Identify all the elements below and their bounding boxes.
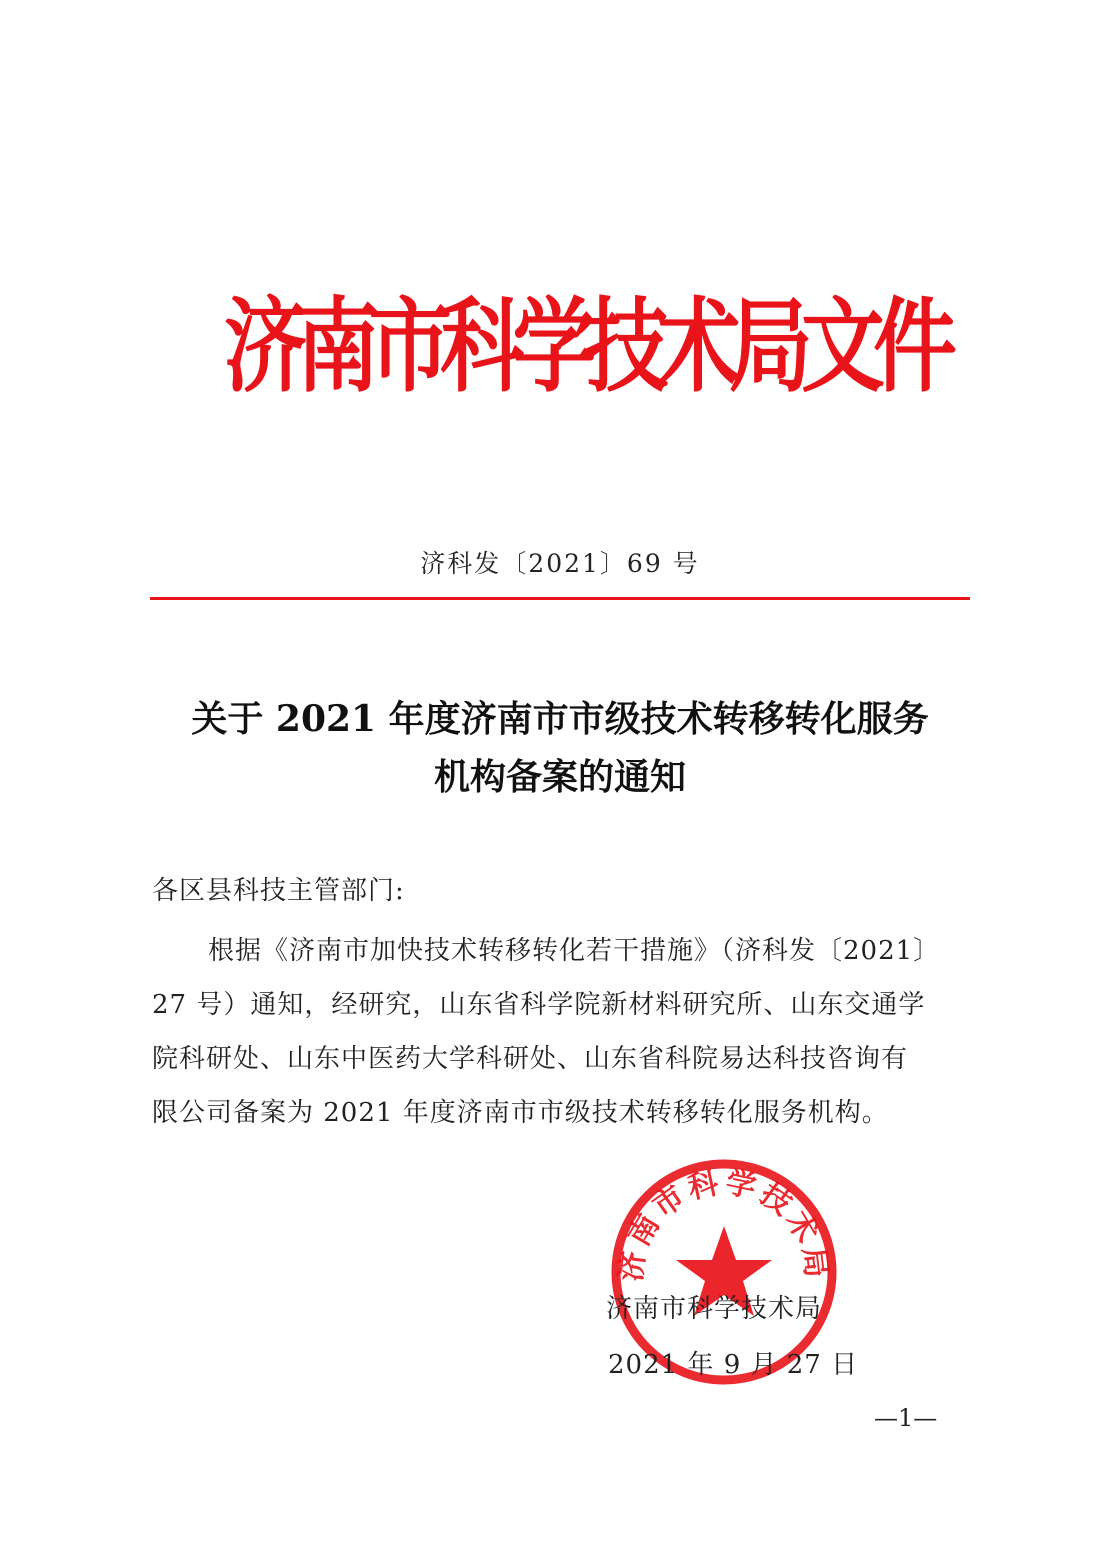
body-paragraph: [152, 924, 972, 1140]
body-line-4: 限公司备案为 2021 年度济南市市级技术转移转化服务机构。: [152, 1098, 889, 1128]
issuer-signature: 济南市科学技术局: [606, 1294, 823, 1324]
agency-header-title: 济南市科学技术局文件: [223, 287, 946, 407]
document-number: 济科发〔2021〕69 号: [420, 549, 700, 578]
page-number: —1—: [874, 1404, 938, 1432]
salutation: 各区县科技主管部门:: [152, 876, 405, 906]
notice-title-line-1: 关于 2021 年度济南市市级技术转移转化服务: [191, 698, 929, 740]
issue-date: 2021 年 9 月 27 日: [608, 1350, 859, 1380]
notice-title-line-2: 机构备案的通知: [433, 756, 686, 798]
body-line-1: 根据《济南市加快技术转移转化若干措施》（济科发〔2021〕: [208, 936, 941, 966]
body-line-3: 院科研处、山东中医药大学科研处、山东省科院易达科技咨询有: [152, 1044, 909, 1074]
body-line-2: 27 号）通知，经研究，山东省科学院新材料研究所、山东交通学: [152, 990, 926, 1020]
seal-arc-text: 济南市科学技术局: [613, 1165, 835, 1284]
red-divider-line: [150, 597, 970, 600]
notice-title: [120, 690, 1000, 806]
